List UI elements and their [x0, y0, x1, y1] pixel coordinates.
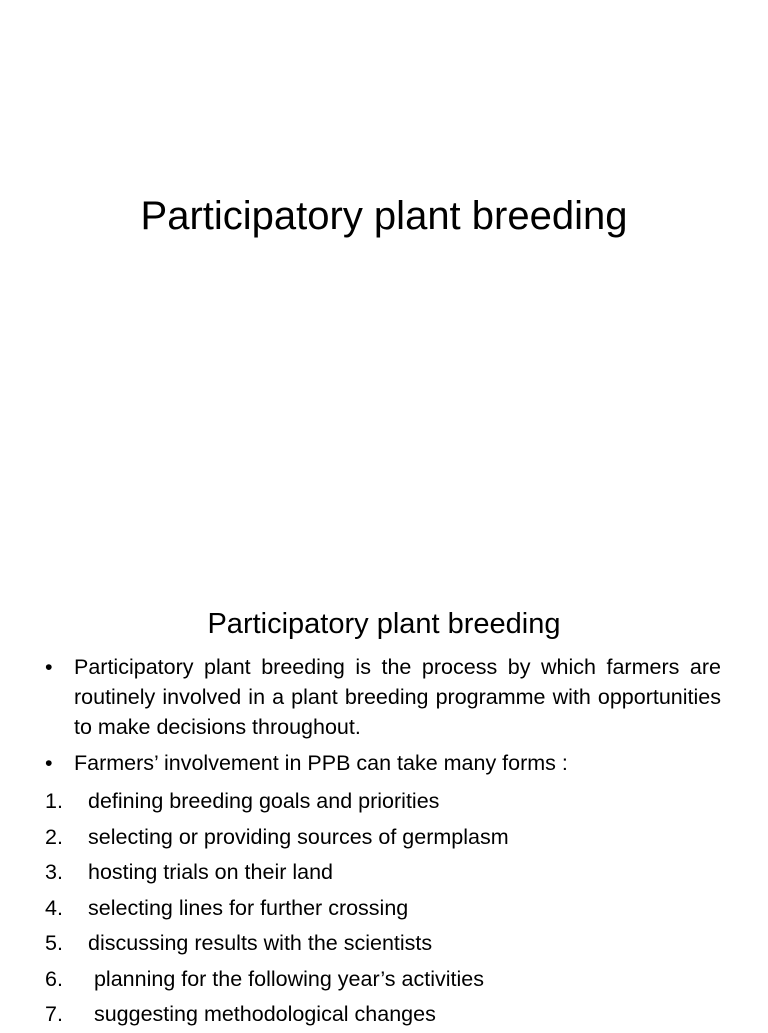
- numbered-list: [45, 784, 721, 1033]
- list-text: planning for the following year’s activities: [88, 966, 484, 991]
- list-number: 2.: [45, 824, 63, 849]
- bullet-item-forms: [45, 748, 721, 778]
- list-text: discussing results with the scientists: [88, 931, 433, 955]
- list-number: 1.: [45, 789, 63, 813]
- list-number: 3.: [45, 860, 63, 884]
- list-item: [45, 784, 721, 820]
- list-item: [45, 855, 721, 891]
- list-number: 4.: [45, 895, 63, 920]
- slide-heading: Participatory plant breeding: [207, 608, 561, 640]
- list-item: [45, 926, 721, 962]
- list-text: selecting lines for further crossing: [88, 895, 409, 920]
- bullet-marker: •: [45, 751, 53, 775]
- list-text: defining breeding goals and priorities: [88, 789, 440, 813]
- slide-title: Participatory plant breeding: [140, 194, 628, 238]
- bullet-marker: •: [45, 655, 53, 679]
- list-item: [45, 997, 721, 1033]
- list-number: 5.: [45, 931, 63, 955]
- list-number: 6.: [45, 966, 63, 991]
- content-slide: [0, 576, 768, 1024]
- bullet-text: Participatory plant breeding is the process by which farmers are routinely involved in a plant breeding programme with opportunities to make decisions throughout.: [74, 655, 721, 739]
- list-item: [45, 891, 721, 927]
- list-item: [45, 820, 721, 856]
- list-text: selecting or providing sources of germplasm: [88, 824, 509, 849]
- list-text: suggesting methodological changes: [88, 1002, 436, 1026]
- list-text: hosting trials on their land: [88, 860, 334, 884]
- bullet-list: [45, 652, 721, 784]
- bullet-item-definition: [45, 652, 721, 742]
- list-number: 7.: [45, 1002, 63, 1026]
- bullet-text: Farmers’ involvement in PPB can take many forms :: [74, 751, 568, 775]
- list-item: [45, 962, 721, 998]
